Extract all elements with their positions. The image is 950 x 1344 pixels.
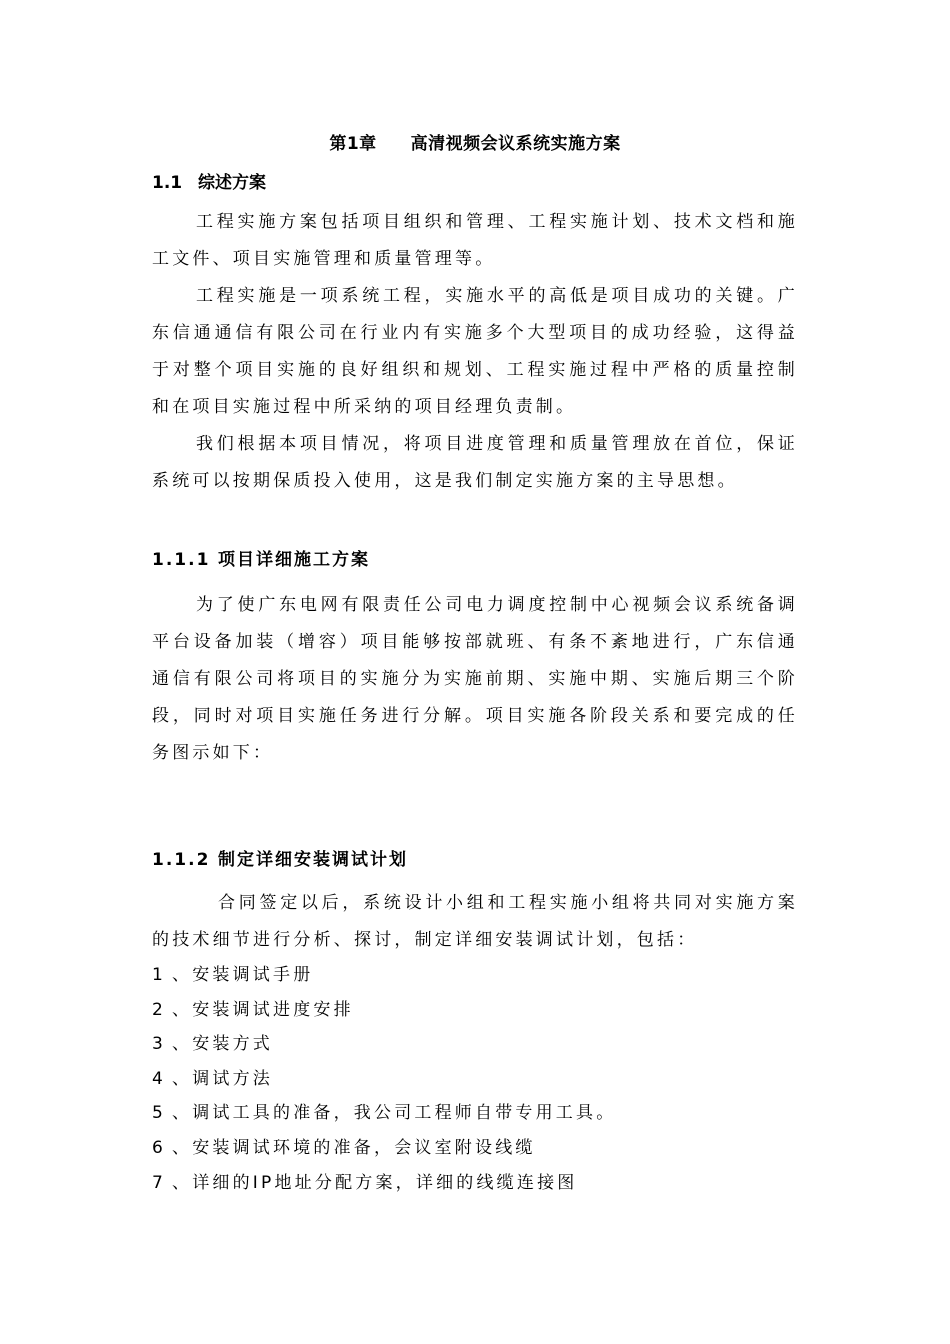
chapter-number: 第1章 <box>329 134 377 154</box>
list-item: 4 、调试方法 <box>152 1068 273 1089</box>
section-number: 1.1.2 <box>152 850 211 870</box>
list-item: 7 、详细的IP地址分配方案，详细的线缆连接图 <box>152 1172 578 1193</box>
section-heading-1-1 <box>152 170 802 196</box>
paragraph-overview-3: 我们根据本项目情况，将项目进度管理和质量管理放在首位，保证系统可以按期保质投入使用，这是我们制定实施方案的主导思想。 <box>152 434 798 491</box>
list-item: 3 、安装方式 <box>152 1034 273 1055</box>
paragraph-overview-2: 工程实施是一项系统工程，实施水平的高低是项目成功的关键。广东信通通信有限公司在行业内有实施多个大型项目的成功经验，这得益于对整个项目实施的良好组织和规划、工程实施过程中严格的质量控制和在项目实施过程中所采纳的项目经理负责制。 <box>152 286 798 417</box>
section-number: 1.1 <box>152 173 183 193</box>
section-heading-1-1-2 <box>152 847 802 873</box>
list-item: 2 、安装调试进度安排 <box>152 999 354 1020</box>
paragraph-construction-plan: 为了使广东电网有限责任公司电力调度控制中心视频会议系统备调平台设备加装（增容）项目能够按部就班、有条不紊地进行，广东信通通信有限公司将项目的实施分为实施前期、实施中期、实施后期三个阶段，同时对项目实施任务进行分解。项目实施各阶段关系和要完成的任务图示如下： <box>152 595 798 763</box>
list-item: 1 、安装调试手册 <box>152 965 314 985</box>
section-heading-1-1-1 <box>152 547 802 573</box>
section-number: 1.1.1 <box>152 550 211 570</box>
paragraph-overview-1: 工程实施方案包括项目组织和管理、工程实施计划、技术文档和施工文件、项目实施管理和质量管理等。 <box>152 212 798 269</box>
list-item: 5 、调试工具的准备，我公司工程师自带专用工具。 <box>152 1103 617 1124</box>
section-title: 项目详细施工方案 <box>218 550 370 570</box>
chapter-heading <box>0 131 950 157</box>
section-title: 制定详细安装调试计划 <box>218 850 408 870</box>
section-title: 综述方案 <box>198 173 266 193</box>
list-item: 6 、安装调试环境的准备，会议室附设线缆 <box>152 1137 536 1158</box>
paragraph-install-plan: 合同签定以后，系统设计小组和工程实施小组将共同对实施方案的技术细节进行分析、探讨，制定详细安装调试计划，包括： <box>152 893 798 950</box>
chapter-title: 高清视频会议系统实施方案 <box>410 134 621 154</box>
install-plan-list <box>152 958 812 1200</box>
